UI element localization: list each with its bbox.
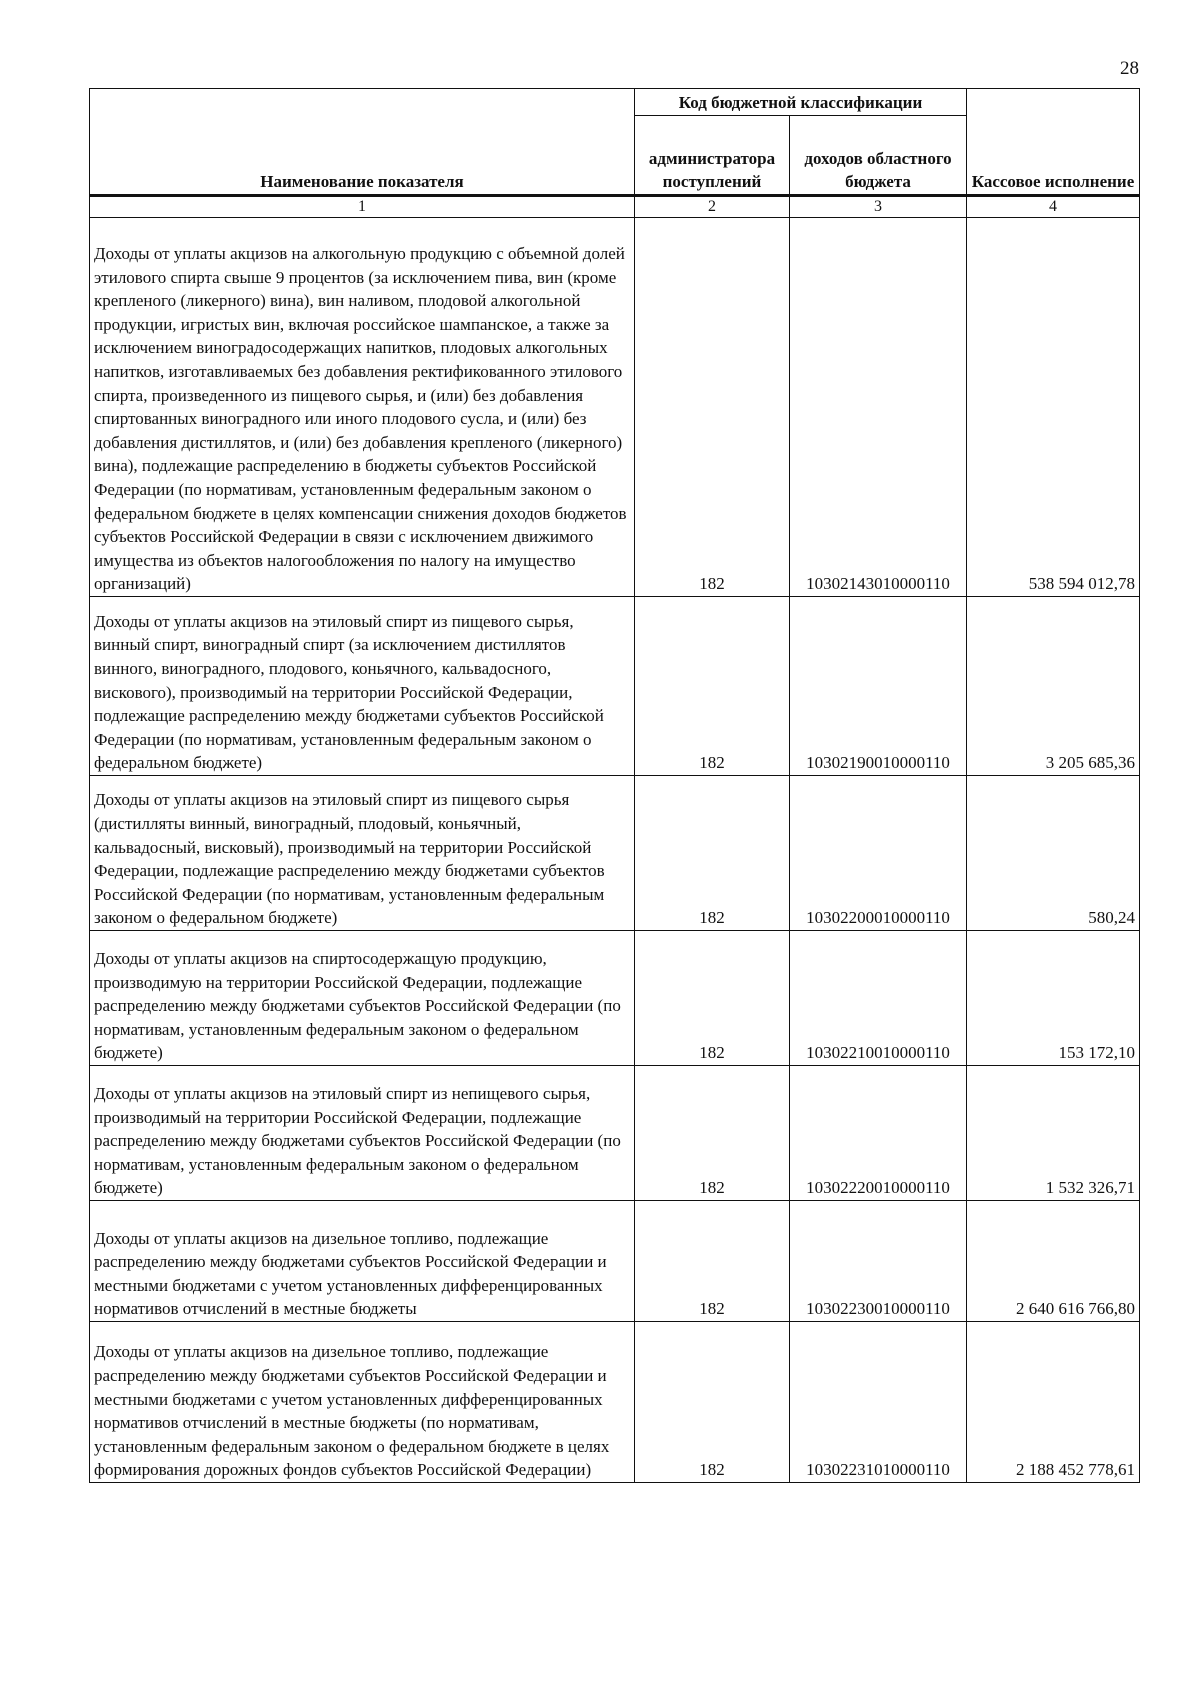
row-income-code: 10302210010000110 [790,931,967,1066]
header-administrator: администратора поступлений [635,116,790,196]
table-row [90,218,1140,597]
row-income-code: 10302190010000110 [790,597,967,776]
column-number: 3 [790,196,967,218]
row-income-code: 10302231010000110 [790,1322,967,1483]
row-admin-code: 182 [635,1201,790,1322]
row-name: Доходы от уплаты акцизов на этиловый спирт из непищевого сырья, производимый на территории Российской Федерации, подлежащие распределению между бюджетами субъектов Российской Федерации (по нормативам, установленным федеральным законом о федеральном бюджете) [90,1066,635,1201]
table-row [90,597,1140,776]
column-number-row [90,196,1140,218]
row-admin-code: 182 [635,1066,790,1201]
row-amount: 3 205 685,36 [967,597,1140,776]
row-amount: 580,24 [967,776,1140,931]
column-number: 2 [635,196,790,218]
table-row [90,1066,1140,1201]
row-name: Доходы от уплаты акцизов на этиловый спирт из пищевого сырья, винный спирт, виноградный спирт (за исключением дистиллятов винного, виноградного, плодового, коньячного, кальвадосного, вискового), производимый на территории Российской Федерации, подлежащие распределению между бюджетами субъектов Российской Федерации (по нормативам, установленным федеральным законом о федеральном бюджете) [90,597,635,776]
column-number: 1 [90,196,635,218]
row-admin-code: 182 [635,1322,790,1483]
row-income-code: 10302200010000110 [790,776,967,931]
header-classification-code: Код бюджетной классификации [635,89,967,116]
header-indicator-name: Наименование показателя [90,89,635,196]
table-row [90,776,1140,931]
row-amount: 153 172,10 [967,931,1140,1066]
row-admin-code: 182 [635,597,790,776]
column-number: 4 [967,196,1140,218]
row-income-code: 10302230010000110 [790,1201,967,1322]
page-number: 28 [1120,58,1139,79]
row-income-code: 10302143010000110 [790,218,967,597]
row-amount: 538 594 012,78 [967,218,1140,597]
row-name: Доходы от уплаты акцизов на дизельное топливо, подлежащие распределению между бюджетами субъектов Российской Федерации и местными бюджетами с учетом установленных дифференцированных нормативов отчислений в местные бюджеты (по нормативам, установленным федеральным законом о федеральном бюджете в целях формирования дорожных фондов субъектов Российской Федерации) [90,1322,635,1483]
row-name: Доходы от уплаты акцизов на спиртосодержащую продукцию, производимую на территории Российской Федерации, подлежащие распределению между бюджетами субъектов Российской Федерации (по нормативам, установленным федеральным законом о федеральном бюджете) [90,931,635,1066]
budget-revenue-table [89,88,1140,1483]
table-row [90,1322,1140,1483]
row-amount: 2 640 616 766,80 [967,1201,1140,1322]
row-income-code: 10302220010000110 [790,1066,967,1201]
row-admin-code: 182 [635,776,790,931]
row-amount: 1 532 326,71 [967,1066,1140,1201]
row-name: Доходы от уплаты акцизов на этиловый спирт из пищевого сырья (дистилляты винный, виноградный, плодовый, коньячный, кальвадосный, висковый), производимый на территории Российской Федерации, подлежащие распределению между бюджетами субъектов Российской Федерации (по нормативам, установленным федеральным законом о федеральном бюджете) [90,776,635,931]
table-row [90,931,1140,1066]
row-name: Доходы от уплаты акцизов на дизельное топливо, подлежащие распределению между бюджетами субъектов Российской Федерации и местными бюджетами с учетом установленных дифференцированных нормативов отчислений в местные бюджеты [90,1201,635,1322]
row-admin-code: 182 [635,931,790,1066]
header-income-code: доходов областного бюджета [790,116,967,196]
table-row [90,1201,1140,1322]
row-name: Доходы от уплаты акцизов на алкогольную продукцию с объемной долей этилового спирта свыше 9 процентов (за исключением пива, вин (кроме крепленого (ликерного) вина), вин наливом, плодовой алкогольной продукции, игристых вин, включая российское шампанское, а также за исключением виноградосодержащих напитков, плодовых алкогольных напитков, изготавливаемых без добавления ректификованного этилового спирта, произведенного из пищевого сырья, и (или) без добавления спиртованных виноградного или иного плодового сусла, и (или) без добавления дистиллятов, и (или) без добавления крепленого (ликерного) вина), подлежащие распределению в бюджеты субъектов Российской Федерации (по нормативам, установленным федеральным законом о федеральном бюджете в целях компенсации снижения доходов бюджетов субъектов Российской Федерации в связи с исключением движимого имущества из объектов налогообложения по налогу на имущество организаций) [90,218,635,597]
row-amount: 2 188 452 778,61 [967,1322,1140,1483]
header-cash-execution: Кассовое исполнение [967,89,1140,196]
row-admin-code: 182 [635,218,790,597]
